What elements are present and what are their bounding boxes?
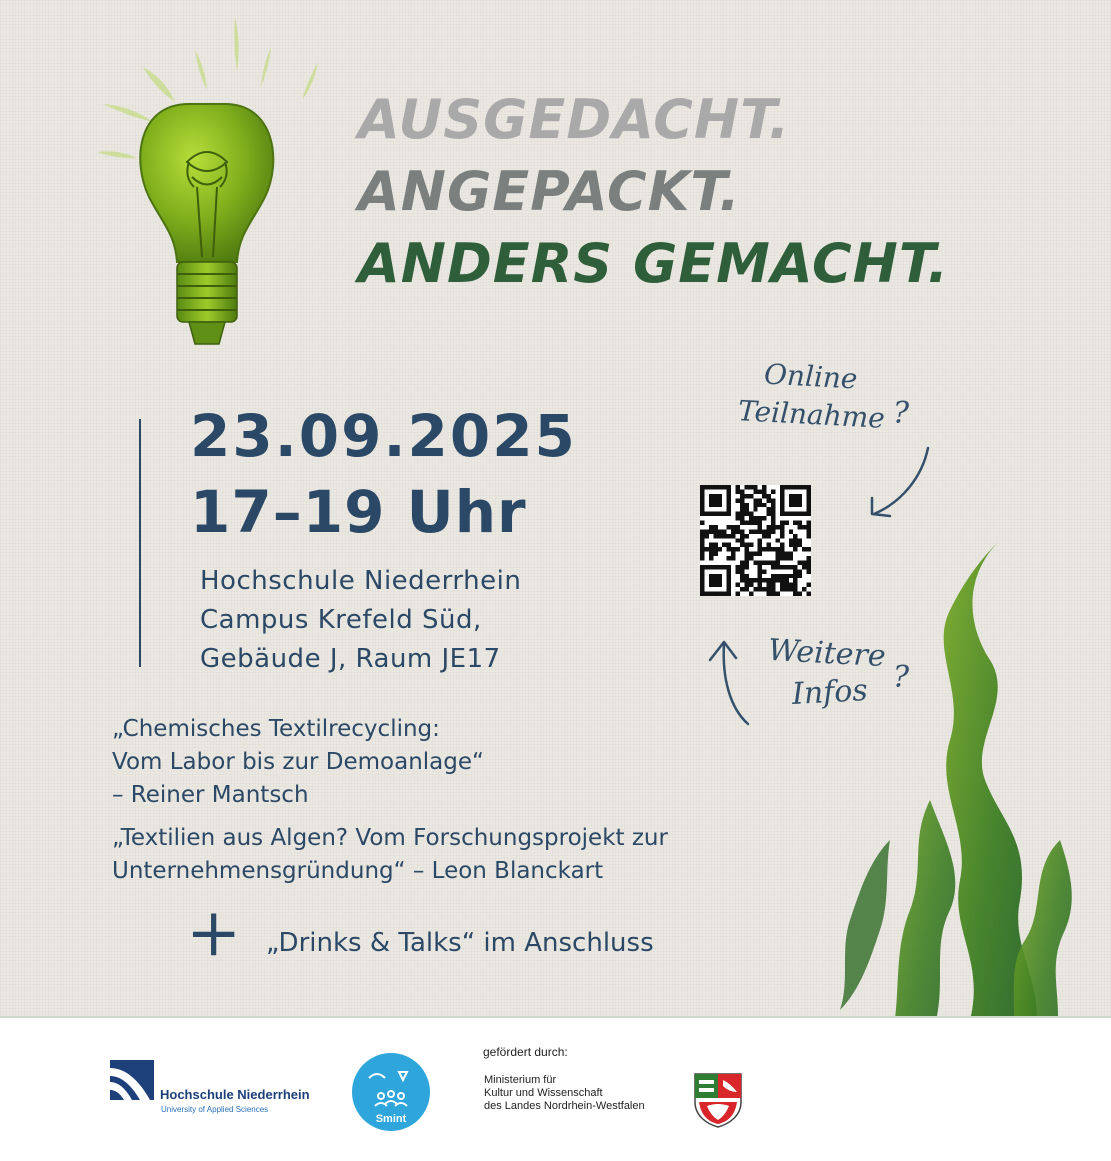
- qr-module: [722, 543, 726, 547]
- qr-module: [736, 516, 740, 520]
- qr-module: [789, 587, 793, 591]
- qr-module: [775, 574, 779, 578]
- qr-module: [740, 503, 744, 507]
- vertical-divider: [139, 419, 141, 667]
- qr-module: [753, 529, 757, 533]
- qr-module: [767, 534, 771, 538]
- qr-module: [771, 503, 775, 507]
- qr-module: [775, 547, 779, 551]
- qr-module: [807, 565, 811, 569]
- qr-module: [749, 543, 753, 547]
- qr-module: [749, 521, 753, 525]
- qr-module: [749, 552, 753, 556]
- qr-module: [771, 547, 775, 551]
- headline-line-3: ANDERS GEMACHT.: [358, 232, 950, 295]
- qr-module: [753, 489, 757, 493]
- arrow-down-left-icon: [862, 442, 936, 522]
- qr-module: [771, 512, 775, 516]
- qr-module: [727, 543, 731, 547]
- qr-module: [780, 521, 784, 525]
- qr-module: [807, 556, 811, 560]
- qr-module: [793, 565, 797, 569]
- qr-module: [771, 583, 775, 587]
- qr-module: [784, 587, 788, 591]
- qr-module: [802, 547, 806, 551]
- qr-module: [775, 560, 779, 564]
- qr-module: [767, 529, 771, 533]
- qr-module: [744, 560, 748, 564]
- qr-module: [740, 574, 744, 578]
- qr-module: [709, 574, 722, 587]
- qr-module: [767, 583, 771, 587]
- qr-module: [771, 521, 775, 525]
- qr-module: [744, 578, 748, 582]
- qr-module: [744, 574, 748, 578]
- qr-module: [780, 587, 784, 591]
- qr-module: [749, 512, 753, 516]
- qr-module: [744, 507, 748, 511]
- qr-module: [758, 578, 762, 582]
- smint-label: Smint: [375, 1113, 407, 1125]
- qr-module: [744, 534, 748, 538]
- qr-module: [740, 489, 744, 493]
- qr-module: [744, 543, 748, 547]
- qr-module: [740, 494, 744, 498]
- qr-module: [807, 525, 811, 529]
- qr-module: [736, 489, 740, 493]
- qr-module: [749, 592, 753, 596]
- qr-module: [749, 529, 753, 533]
- qr-module: [749, 556, 753, 560]
- qr-module: [700, 534, 704, 538]
- qr-module: [740, 498, 744, 502]
- qr-module: [740, 565, 744, 569]
- qr-module: [736, 583, 740, 587]
- qr-module: [758, 560, 762, 564]
- qr-module: [798, 569, 802, 573]
- qr-module: [749, 516, 753, 520]
- qr-module: [771, 525, 775, 529]
- qr-module: [736, 485, 740, 489]
- qr-module: [762, 587, 766, 591]
- qr-module: [722, 534, 726, 538]
- qr-module: [775, 525, 779, 529]
- qr-module: [758, 525, 762, 529]
- qr-module: [780, 525, 784, 529]
- qr-module: [740, 560, 744, 564]
- qr-module: [789, 556, 793, 560]
- qr-module: [736, 529, 740, 533]
- qr-module: [771, 592, 775, 596]
- qr-module: [793, 592, 797, 596]
- qr-module: [731, 547, 735, 551]
- qr-module: [789, 543, 793, 547]
- qr-module: [740, 507, 744, 511]
- qr-module: [713, 534, 717, 538]
- qr-module: [789, 583, 793, 587]
- qr-module: [713, 525, 717, 529]
- qr-module: [762, 489, 766, 493]
- qr-module: [758, 583, 762, 587]
- qr-module: [793, 587, 797, 591]
- qr-module: [740, 512, 744, 516]
- online-question-mark: ?: [893, 396, 910, 431]
- qr-module: [749, 583, 753, 587]
- qr-module: [780, 556, 784, 560]
- qr-module: [775, 538, 779, 542]
- qr-module: [744, 552, 748, 556]
- qr-module: [713, 529, 717, 533]
- ministry-line-1: Ministerium für: [484, 1074, 557, 1086]
- qr-module: [775, 592, 779, 596]
- qr-module: [700, 556, 704, 560]
- qr-module: [749, 578, 753, 582]
- qr-module: [780, 565, 784, 569]
- qr-module: [744, 565, 748, 569]
- qr-module: [744, 556, 748, 560]
- qr-module: [798, 560, 802, 564]
- qr-module: [753, 498, 757, 502]
- qr-module: [744, 587, 748, 591]
- qr-module: [758, 529, 762, 533]
- qr-module: [736, 565, 740, 569]
- qr-module: [753, 587, 757, 591]
- qr-module: [704, 534, 708, 538]
- location-line-2: Campus Krefeld Süd,: [200, 605, 482, 635]
- qr-module: [762, 547, 766, 551]
- qr-module: [740, 538, 744, 542]
- qr-module: [793, 574, 797, 578]
- qr-module: [807, 521, 811, 525]
- qr-module: [767, 494, 771, 498]
- hn-logo-icon: [110, 1060, 154, 1100]
- qr-module: [767, 578, 771, 582]
- qr-module: [718, 534, 722, 538]
- qr-module: [700, 543, 704, 547]
- qr-module: [736, 512, 740, 516]
- qr-module: [704, 547, 708, 551]
- qr-module: [793, 538, 797, 542]
- qr-module: [722, 529, 726, 533]
- qr-module: [744, 485, 748, 489]
- lightbulb-icon: [95, 12, 325, 367]
- qr-module: [780, 578, 784, 582]
- qr-module: [744, 494, 748, 498]
- qr-module: [731, 525, 735, 529]
- qr-module: [762, 503, 766, 507]
- hn-name: Hochschule Niederrhein: [160, 1087, 310, 1102]
- qr-module: [740, 543, 744, 547]
- qr-module: [771, 516, 775, 520]
- qr-module: [793, 569, 797, 573]
- qr-module: [758, 574, 762, 578]
- qr-module: [780, 583, 784, 587]
- qr-module: [807, 583, 811, 587]
- qr-module: [771, 498, 775, 502]
- qr-module: [713, 543, 717, 547]
- qr-module: [780, 534, 784, 538]
- qr-module: [762, 534, 766, 538]
- qr-module: [793, 521, 797, 525]
- qr-module: [731, 529, 735, 533]
- qr-module: [736, 569, 740, 573]
- qr-module: [789, 574, 793, 578]
- qr-module: [758, 516, 762, 520]
- qr-module: [784, 552, 788, 556]
- qr-module: [767, 560, 771, 564]
- qr-module: [758, 503, 762, 507]
- qr-module: [740, 587, 744, 591]
- qr-module: [709, 556, 713, 560]
- qr-module: [775, 578, 779, 582]
- qr-module: [802, 587, 806, 591]
- qr-module: [771, 529, 775, 533]
- info-label-line-1: Weitere: [767, 632, 887, 675]
- qr-module: [767, 525, 771, 529]
- qr-module: [753, 503, 757, 507]
- qr-module: [784, 556, 788, 560]
- talk-2-line-2: Unternehmensgründung“ – Leon Blanckart: [112, 858, 604, 884]
- qr-module: [727, 525, 731, 529]
- qr-module: [762, 516, 766, 520]
- qr-module: [709, 494, 722, 507]
- qr-module: [767, 498, 771, 502]
- qr-module: [807, 529, 811, 533]
- qr-module: [718, 547, 722, 551]
- qr-module: [802, 525, 806, 529]
- qr-module: [780, 529, 784, 533]
- location-line-1: Hochschule Niederrhein: [200, 566, 522, 596]
- qr-module: [793, 534, 797, 538]
- event-date: 23.09.2025: [190, 402, 577, 470]
- qr-module: [758, 538, 762, 542]
- qr-module: [775, 556, 779, 560]
- qr-module: [758, 547, 762, 551]
- qr-module: [771, 565, 775, 569]
- qr-module: [793, 583, 797, 587]
- qr-module: [798, 592, 802, 596]
- headline-line-1: AUSGEDACHT.: [358, 88, 791, 151]
- qr-module: [744, 503, 748, 507]
- qr-module: [758, 521, 762, 525]
- qr-module: [780, 552, 784, 556]
- qr-module: [789, 552, 793, 556]
- qr-module: [753, 507, 757, 511]
- qr-module: [700, 529, 704, 533]
- qr-module: [749, 485, 753, 489]
- qr-module: [807, 592, 811, 596]
- qr-module: [758, 489, 762, 493]
- hn-subtitle: University of Applied Sciences: [161, 1105, 269, 1114]
- arrow-up-icon: [700, 638, 760, 730]
- qr-module: [771, 507, 775, 511]
- qr-module: [731, 556, 735, 560]
- qr-module: [709, 552, 713, 556]
- qr-module: [771, 587, 775, 591]
- qr-module: [793, 578, 797, 582]
- event-time: 17–19 Uhr: [190, 478, 527, 546]
- qr-module: [700, 521, 704, 525]
- qr-module: [767, 512, 771, 516]
- qr-module: [798, 543, 802, 547]
- qr-module: [704, 529, 708, 533]
- qr-module: [798, 538, 802, 542]
- qr-module: [744, 512, 748, 516]
- qr-module: [749, 494, 753, 498]
- qr-module: [767, 543, 771, 547]
- talk-1-line-2: Vom Labor bis zur Demoanlage“: [112, 749, 484, 775]
- info-label-line-2: Infos: [791, 673, 869, 712]
- qr-module: [736, 592, 740, 596]
- talk-1-line-1: „Chemisches Textilrecycling:: [112, 716, 440, 742]
- qr-module: [700, 547, 704, 551]
- qr-module: [775, 565, 779, 569]
- qr-module: [744, 521, 748, 525]
- qr-module: [789, 538, 793, 542]
- qr-module: [713, 547, 717, 551]
- qr-module: [780, 547, 784, 551]
- drinks-and-talks: „Drinks & Talks“ im Anschluss: [266, 928, 654, 958]
- qr-module: [753, 521, 757, 525]
- qr-module: [736, 525, 740, 529]
- ministry-line-2: Kultur und Wissenschaft: [484, 1087, 603, 1099]
- qr-module: [753, 552, 757, 556]
- qr-module: [731, 534, 735, 538]
- qr-module: [784, 578, 788, 582]
- qr-module: [713, 552, 717, 556]
- qr-module: [775, 552, 779, 556]
- info-question-mark: ?: [893, 660, 910, 695]
- qr-module: [802, 565, 806, 569]
- qr-module: [740, 578, 744, 582]
- talk-2-line-1: „Textilien aus Algen? Vom Forschungsprojekt zur: [112, 825, 668, 851]
- qr-module: [767, 547, 771, 551]
- qr-module: [727, 556, 731, 560]
- qr-module: [740, 521, 744, 525]
- qr-module: [789, 565, 793, 569]
- qr-module: [807, 569, 811, 573]
- talk-1-speaker: – Reiner Mantsch: [112, 782, 309, 808]
- qr-module: [767, 507, 771, 511]
- qr-module: [740, 569, 744, 573]
- nrw-coat-of-arms-icon: [693, 1072, 743, 1128]
- qr-module: [700, 538, 704, 542]
- qr-module: [758, 543, 762, 547]
- qr-module: [709, 525, 713, 529]
- qr-module: [798, 525, 802, 529]
- qr-module: [780, 574, 784, 578]
- qr-module: [807, 534, 811, 538]
- qr-module: [758, 552, 762, 556]
- qr-module: [789, 529, 793, 533]
- qr-module: [709, 543, 713, 547]
- qr-module: [736, 498, 740, 502]
- qr-module: [727, 547, 731, 551]
- qr-module: [758, 498, 762, 502]
- qr-module: [784, 565, 788, 569]
- qr-module: [771, 574, 775, 578]
- online-label-line-2: Teilnahme: [737, 394, 886, 435]
- qr-module: [771, 560, 775, 564]
- qr-module: [740, 516, 744, 520]
- qr-module: [798, 521, 802, 525]
- qr-module: [740, 534, 744, 538]
- smint-logo-icon: [351, 1052, 431, 1132]
- qr-module: [727, 534, 731, 538]
- plus-icon: +: [186, 894, 242, 971]
- qr-module: [771, 489, 775, 493]
- qr-module: [736, 547, 740, 551]
- qr-module: [793, 543, 797, 547]
- qr-module: [767, 587, 771, 591]
- qr-module: [784, 521, 788, 525]
- funded-by-label: gefördert durch:: [483, 1045, 568, 1059]
- qr-module: [771, 578, 775, 582]
- ministry-line-3: des Landes Nordrhein-Westfalen: [484, 1100, 645, 1112]
- qr-module: [807, 547, 811, 551]
- qr-module: [762, 485, 766, 489]
- qr-module: [784, 583, 788, 587]
- qr-module: [762, 560, 766, 564]
- qr-module: [753, 578, 757, 582]
- qr-module: [718, 529, 722, 533]
- qr-module: [767, 592, 771, 596]
- online-label-line-1: Online: [763, 357, 859, 396]
- qr-module: [744, 583, 748, 587]
- qr-module: [793, 547, 797, 551]
- qr-module: [753, 485, 757, 489]
- location-line-3: Gebäude J, Raum JE17: [200, 644, 501, 674]
- qr-module: [709, 547, 713, 551]
- qr-module: [709, 529, 713, 533]
- qr-module: [762, 569, 766, 573]
- qr-module: [758, 587, 762, 591]
- qr-module: [758, 569, 762, 573]
- qr-module: [762, 494, 766, 498]
- qr-module: [744, 547, 748, 551]
- qr-module: [789, 494, 802, 507]
- qr-module: [731, 552, 735, 556]
- qr-module: [807, 560, 811, 564]
- headline-line-2: ANGEPACKT.: [358, 160, 741, 223]
- qr-module: [736, 538, 740, 542]
- qr-module: [740, 529, 744, 533]
- qr-code-icon[interactable]: [700, 485, 811, 596]
- qr-module: [758, 565, 762, 569]
- qr-module: [753, 560, 757, 564]
- qr-module: [784, 574, 788, 578]
- qr-module: [762, 529, 766, 533]
- qr-module: [762, 578, 766, 582]
- qr-module: [780, 543, 784, 547]
- qr-module: [700, 552, 704, 556]
- qr-module: [753, 516, 757, 520]
- qr-module: [802, 560, 806, 564]
- qr-module: [798, 574, 802, 578]
